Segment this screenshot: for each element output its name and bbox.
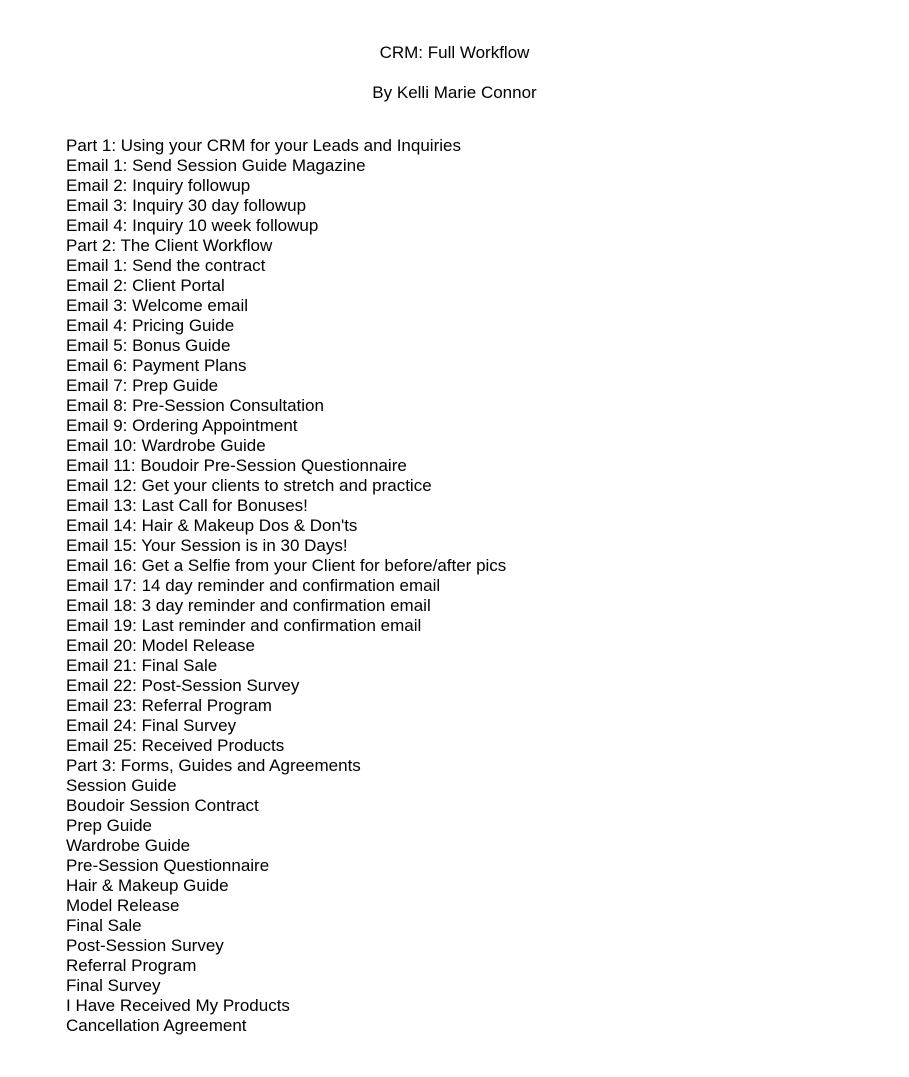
list-item: Email 3: Welcome email [66, 296, 249, 315]
list-item: Final Sale [66, 916, 142, 935]
list-item: Email 17: 14 day reminder and confirmation email [66, 576, 441, 595]
list-item: Email 8: Pre-Session Consultation [66, 396, 324, 415]
section-heading: Part 3: Forms, Guides and Agreements [66, 756, 361, 775]
list-item: Email 23: Referral Program [66, 696, 272, 715]
list-item: Post-Session Survey [66, 936, 224, 955]
list-item: Cancellation Agreement [66, 1016, 247, 1035]
list-item: Email 12: Get your clients to stretch and practice [66, 476, 432, 495]
list-item: Boudoir Session Contract [66, 796, 259, 815]
list-item: Email 15: Your Session is in 30 Days! [66, 536, 348, 555]
section-heading: Part 2: The Client Workflow [66, 236, 273, 255]
list-item: Final Survey [66, 976, 161, 995]
list-item: Email 2: Client Portal [66, 276, 225, 295]
list-item: Email 18: 3 day reminder and confirmation email [66, 596, 431, 615]
list-item: Email 20: Model Release [66, 636, 255, 655]
list-item: Email 3: Inquiry 30 day followup [66, 196, 307, 215]
list-item: Session Guide [66, 776, 177, 795]
list-item: Model Release [66, 896, 180, 915]
document-author: By Kelli Marie Connor [372, 83, 537, 102]
list-item: Pre-Session Questionnaire [66, 856, 270, 875]
list-item: Hair & Makeup Guide [66, 876, 229, 895]
list-item: Referral Program [66, 956, 197, 975]
list-item: Email 13: Last Call for Bonuses! [66, 496, 308, 515]
list-item: Email 4: Inquiry 10 week followup [66, 216, 319, 235]
list-item: Email 1: Send Session Guide Magazine [66, 156, 366, 175]
list-item: Email 24: Final Survey [66, 716, 237, 735]
list-item: Email 22: Post-Session Survey [66, 676, 300, 695]
list-item: Email 14: Hair & Makeup Dos & Don'ts [66, 516, 358, 535]
list-item: Email 5: Bonus Guide [66, 336, 231, 355]
list-item: Email 1: Send the contract [66, 256, 266, 275]
list-item: Email 10: Wardrobe Guide [66, 436, 266, 455]
list-item: Email 9: Ordering Appointment [66, 416, 298, 435]
document-title: CRM: Full Workflow [379, 43, 530, 62]
list-item: Email 4: Pricing Guide [66, 316, 235, 335]
list-item: I Have Received My Products [66, 996, 290, 1015]
list-item: Email 2: Inquiry followup [66, 176, 251, 195]
list-item: Email 7: Prep Guide [66, 376, 219, 395]
list-item: Wardrobe Guide [66, 836, 191, 855]
contents-list [66, 136, 506, 1036]
list-item: Email 25: Received Products [66, 736, 285, 755]
list-item: Email 11: Boudoir Pre-Session Questionnaire [66, 456, 407, 475]
list-item: Email 19: Last reminder and confirmation email [66, 616, 422, 635]
list-item: Email 16: Get a Selfie from your Client for before/after pics [66, 556, 507, 575]
list-item: Prep Guide [66, 816, 152, 835]
section-heading: Part 1: Using your CRM for your Leads and Inquiries [66, 136, 461, 155]
list-item: Email 6: Payment Plans [66, 356, 247, 375]
list-item: Email 21: Final Sale [66, 656, 218, 675]
